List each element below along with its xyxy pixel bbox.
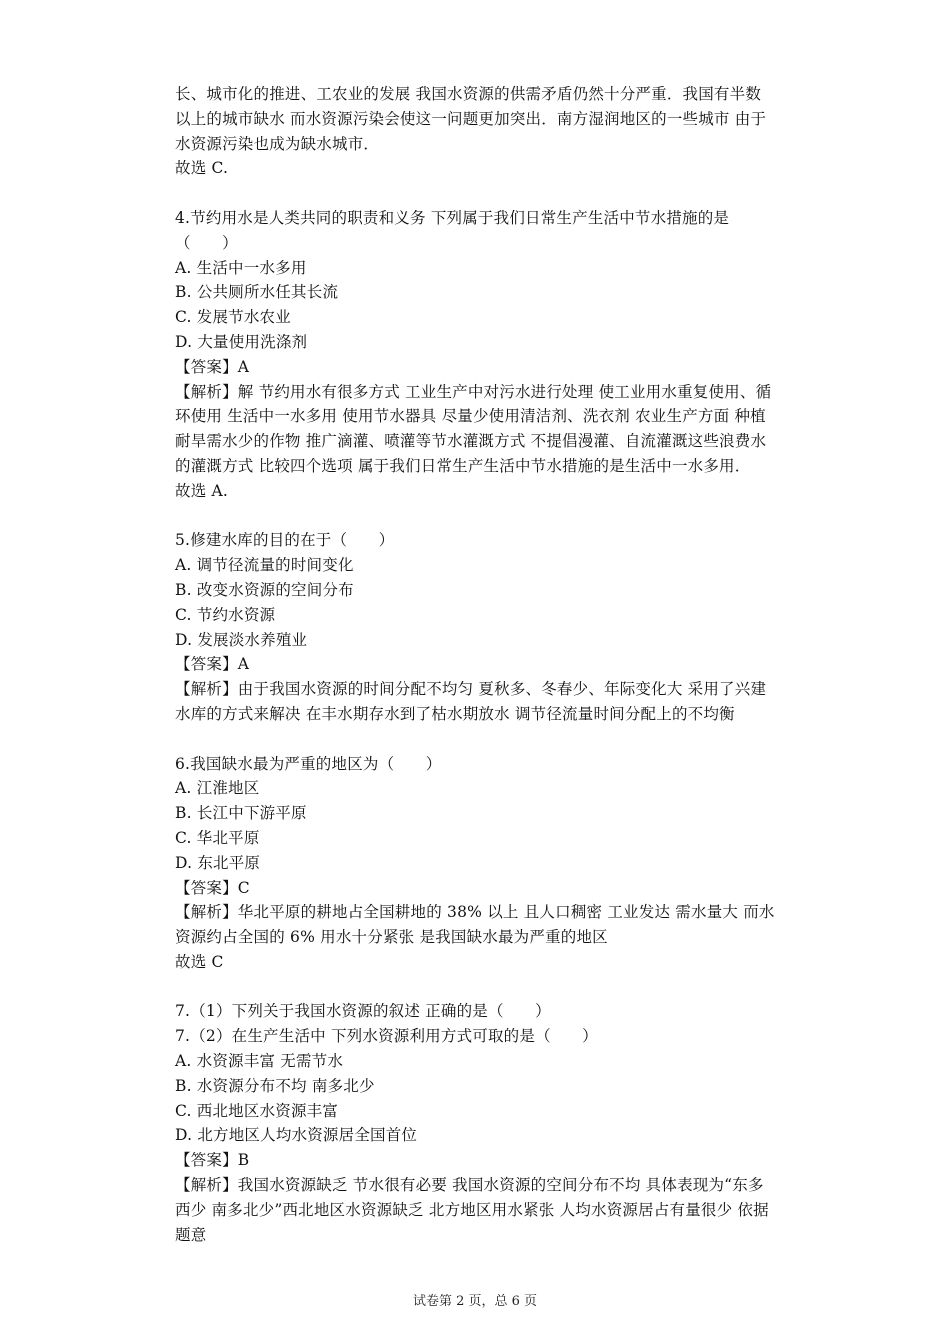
analysis-line: 西少 南多北少”西北地区水资源缺乏 北方地区用水紧张 人均水资源居占有量很少 依据 — [175, 1200, 769, 1219]
question-stem: （ ） — [175, 233, 238, 252]
choice-result: 故选 A. — [175, 481, 229, 500]
option-d: D. 发展淡水养殖业 — [175, 630, 308, 649]
intro-paragraph — [175, 82, 815, 181]
option-c: C. 华北平原 — [175, 828, 260, 847]
question-stem: 7.（1）下列关于我国水资源的叙述 正确的是（ ） — [175, 1002, 551, 1021]
text-line: 长、城市化的推进、工农业的发展 我国水资源的供需矛盾仍然十分严重．我国有半数 — [175, 85, 762, 103]
option-d: D. 东北平原 — [175, 853, 261, 872]
option-b: B. 水资源分布不均 南多北少 — [175, 1076, 375, 1095]
question-stem: 4.节约用水是人类共同的职责和义务 下列属于我们日常生产生活中节水措施的是 — [175, 208, 730, 227]
answer: 【答案】A — [175, 655, 250, 674]
option-a: A. 江淮地区 — [175, 779, 260, 798]
question-stem: 7.（2）在生产生活中 下列水资源利用方式可取的是（ ） — [175, 1027, 598, 1046]
option-a: A. 调节径流量的时间变化 — [175, 556, 354, 575]
analysis-line: 题意 — [175, 1225, 207, 1244]
question-7 — [175, 999, 815, 1247]
option-d: D. 大量使用洗涤剂 — [175, 332, 308, 351]
choice-result: 故选 C. — [175, 159, 229, 178]
option-b: B. 改变水资源的空间分布 — [175, 580, 354, 599]
analysis-line: 【解析】由于我国水资源的时间分配不均匀 夏秋多、冬春少、年际变化大 采用了兴建 — [175, 680, 767, 699]
question-4 — [175, 206, 815, 504]
page-footer: 试卷第 2 页，总 6 页 — [412, 1294, 538, 1309]
analysis-line: 的灌溉方式 比较四个选项 属于我们日常生产生活中节水措施的是生活中一水多用． — [175, 456, 751, 475]
analysis-line: 【解析】解 节约用水有很多方式 工业生产中对污水进行处理 使工业用水重复使用、循 — [175, 382, 772, 401]
option-a: A. 水资源丰富 无需节水 — [175, 1052, 344, 1071]
option-d: D. 北方地区人均水资源居全国首位 — [175, 1126, 418, 1145]
answer: 【答案】C — [175, 878, 250, 897]
choice-result: 故选 C — [175, 952, 224, 971]
page-content — [175, 82, 815, 1247]
analysis-line: 【解析】我国水资源缺乏 节水很有必要 我国水资源的空间分布不均 具体表现为“东多 — [175, 1176, 764, 1195]
option-c: C. 节约水资源 — [175, 605, 276, 624]
option-b: B. 长江中下游平原 — [175, 804, 307, 823]
option-b: B. 公共厕所水任其长流 — [175, 283, 339, 302]
question-5 — [175, 528, 815, 726]
option-a: A. 生活中一水多用 — [175, 258, 307, 277]
analysis-line: 【解析】华北平原的耕地占全国耕地的 38% 以上 且人口稠密 工业发达 需水量大 而水 — [175, 903, 775, 922]
analysis-line: 资源约占全国的 6% 用水十分紧张 是我国缺水最为严重的地区 — [175, 928, 608, 947]
option-c: C. 西北地区水资源丰富 — [175, 1101, 339, 1120]
question-6 — [175, 752, 815, 975]
answer: 【答案】A — [175, 357, 250, 376]
analysis-line: 环使用 生活中一水多用 使用节水器具 尽量少使用清洁剂、洗衣剂 农业生产方面 种植 — [175, 407, 766, 426]
question-stem: 6.我国缺水最为严重的地区为（ ） — [175, 754, 442, 773]
text-line: 以上的城市缺水 而水资源污染会使这一问题更加突出．南方湿润地区的一些城市 由于 — [175, 109, 767, 128]
analysis-line: 水库的方式来解决 在丰水期存水到了枯水期放水 调节径流量时间分配上的不均衡 — [175, 704, 735, 723]
answer: 【答案】B — [175, 1151, 250, 1170]
text-line: 水资源污染也成为缺水城市． — [175, 134, 380, 153]
analysis-line: 耐旱需水少的作物 推广滴灌、喷灌等节水灌溉方式 不提倡漫灌、自流灌溉这些浪费水 — [175, 432, 767, 451]
question-stem: 5.修建水库的目的在于（ ） — [175, 531, 395, 550]
option-c: C. 发展节水农业 — [175, 308, 291, 327]
